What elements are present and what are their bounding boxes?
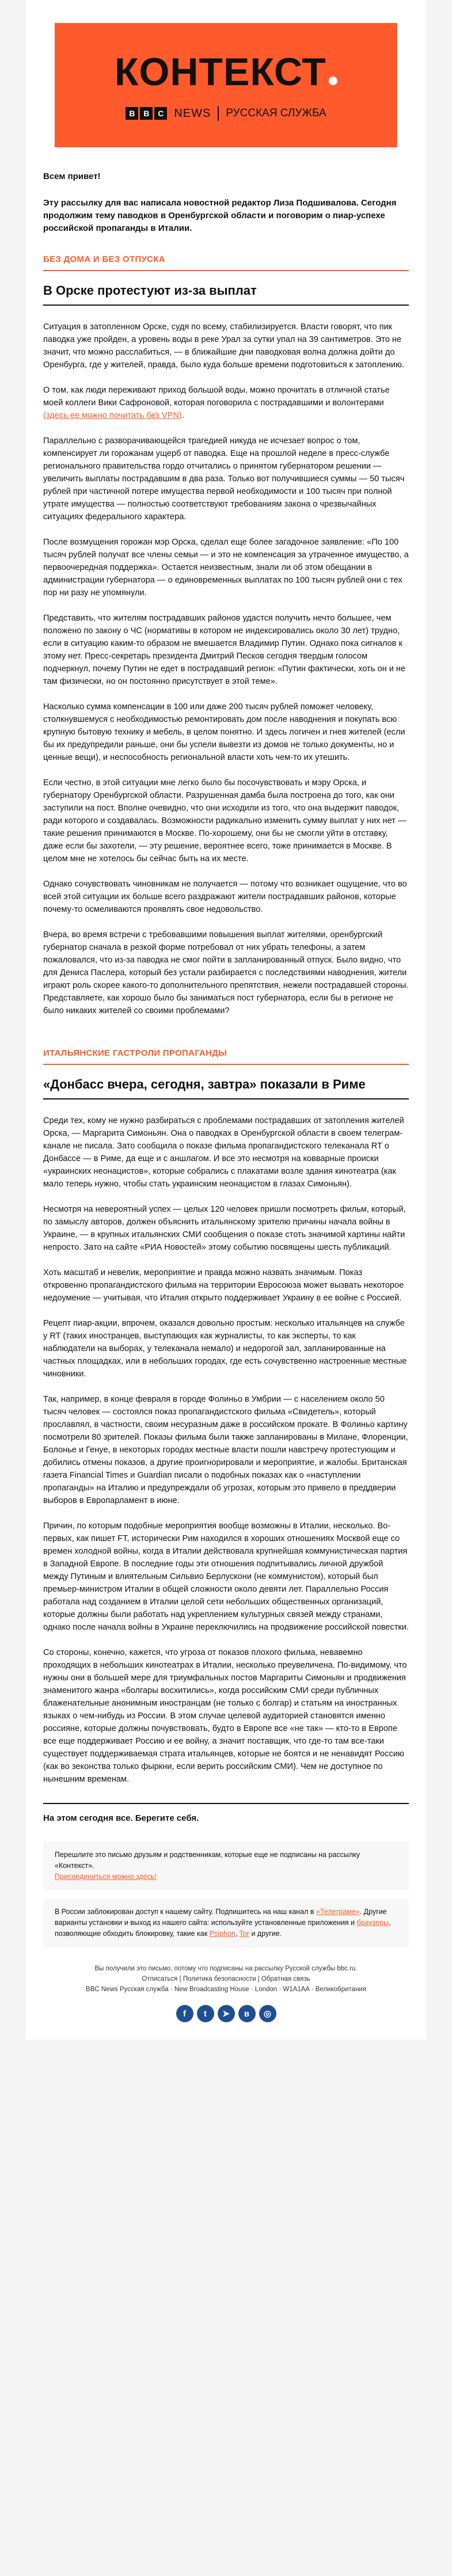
header [26,0,426,170]
service-label: РУССКАЯ СЛУЖБА [226,107,326,119]
intro [26,170,426,235]
intro-lead: Эту рассылку для вас написала новостной редактор Лиза Подшивалова. Сегодня продолжим тему паводков в Оренбургской области и поговорим о пиар-успехе российской пропаганды в Италии. [43,198,397,233]
telegram-icon[interactable]: ➤ [218,2005,235,2022]
psiphon-link[interactable]: Psiphon [209,1930,236,1938]
article-paragraph: Вчера, во время встречи с требовавшими повышения выплат жителями, оренбургский губернатор сначала в резкой форме потребовал от них убрать телефоны, а затем пожаловался, что из-за паводка не смог пойти в запланированный отпуск. Было видно, что для Дениса Паслера, который без устали разбирается с последствиями наводнения, жители играют роль скорее какого-то дополнительного препятствия, нежели пострадавшей стороны. Представляете, как хорошо было бы заниматься пост губернатора, если бы в регионе не было никаких жителей со своими проблемами? [43,930,409,1015]
section-header-2 [26,1048,426,1065]
footer-links[interactable]: Отписаться | Политика безопасности | Обратная связь [142,1976,310,1983]
forward-box [43,1841,409,1890]
section-label: БЕЗ ДОМА И БЕЗ ОТПУСКА [43,254,409,271]
section-header-1 [26,254,426,271]
article-paragraph: Насколько сумма компенсации в 100 или даже 200 тысяч рублей поможет человеку, столкнувшемуся с необходимостью ремонтировать дом после наводнения и покупать всю крупную бытовую технику и мебель, в целом понятно. И здесь логичен и гнев жителей (если бы их предупредили раньше, они бы успели вывезти из домов не только документы, но и ценные вещи), и неспособность региональной власти хоть чем-то их утешить. [43,702,405,762]
article-paragraph: Среди тех, кому не нужно разбираться с проблемами пострадавших от затопления жителей Орска, — Маргарита Симоньян. Она о паводках в Оренбургской области в своем телеграм-канале не писала. Зато сообщила о показе фильма пропагандистского телеканала RT о Донбассе — в Риме, да еще и с аншлагом. И все это несмотря на ковварные происки «украинских неонацистов», которые собрались с плакатами возле здания кинотеатра (как мало теперь нужно, чтобы стать украинским неонацистом в глазах Симоньян). [43,1116,404,1189]
facebook-icon[interactable]: f [176,2005,193,2022]
bbc-letter: C [154,107,167,120]
access-box [43,1898,409,1947]
article-paragraph: Ситуация в затопленном Орске, судя по всему, стабилизируется. Власти говорят, что пик паводка уже пройден, а уровень воды в реке Урал за сутки упал на 39 сантиметров. Это не значит, что можно расслабиться, — в ближайшие дни паводковая волна должна дойти до Оренбурга, где у жителей, правда, было куда больше времени подготовиться к затоплению. [43,322,404,370]
instagram-icon[interactable]: ◎ [259,2005,276,2022]
access-text-part: . Другие варианты установки и выход из нашего сайта: используйте установленные приложения и [55,1908,387,1927]
kontekst-logo[interactable] [55,23,397,147]
access-text [55,1907,397,1939]
article-paragraph: Со стороны, конечно, кажется, что угроза от показов плохого фильма, невавемно проходящих в небольших кинотеатрах в Италии, несколько преувеличена. По-видимому, что нужны они в большей мере для триумфальных постов Маргариты Симоньян и продвижения знаменитого жанра «болгары восхитились», когда российским СМИ среди публичных блаженательные анонимным иностранцам (не только с болгар) и статьям на иностранных языках о чем-нибудь из России. В этом случае целевой аудиторией становятся именно россияне, которые должны почувствовать, будто в Европе все «не так» — кто-то в Европе все еще поддерживает Россию и ее войну, а значит поставщик, что где-то там все-таки существует поддерживаемая страта итальянцев, которые не боятся и не ненавидят Россию (как во зеконства только фыркни, если верить российским СМИ). Чем не доступное по нынешним временам. [43,1648,407,1784]
email-body [26,0,426,2040]
article-paragraph: После возмущения горожан мэр Орска, сделал еще более загадочное заявление: «По 100 тысяч рублей получат все члены семьи — и это не компенсация за утраченное имущество, а первоочередная поддержка». Остается неизвестным, знали ли об этом обещании в администрации губернатора — о единовременных выплатах по 100 тысяч рублей они с тех пор ни разу не упомянули. [43,538,409,598]
tor-link[interactable]: Tor [239,1930,249,1938]
access-text-part: , [235,1930,240,1938]
logo-dot [329,77,337,85]
bbc-letter: B [126,107,138,120]
footer [26,1947,426,2003]
logo-text: КОНТЕКСТ [115,50,326,94]
footer-line: Вы получили это письмо, потому что подписаны на рассылку Русской службы bbc.ru. [94,1965,358,1972]
article-paragraph: Хоть масштаб и невелик, мероприятие и правда можно назвать значимым. Показ откровенно пропагандистского фильма на территории Евросоюза может вызвать некоторое недоумение — учитывая, что Италия открыто поддерживает Украину в ее войне с Россией. [43,1268,404,1303]
article-paragraph: Несмотря на невероятный успех — целых 120 человек пришли посмотреть фильм, который, по замыслу авторов, должен объяснить итальянскому зрителю причины начала войны в Украине, — в крупных итальянских СМИ сообщения о показе стоть значимой картины найти непросто. Зато на сайте «РИА Новостей» этому событию посвящены шесть публикаций. [43,1205,406,1252]
article-paragraph: Рецепт пиар-акции, впрочем, оказался довольно простым: несколько итальянцев на службе у RT (таких иностранцев, выступающих как журналисты, то как эксперты, то как наблюдатели на выборах, у телеканала немало) и недорогой зал, запланированные на частных площадках, или в небольших городах, где есть сочувственно настроенные местные чиновники. [43,1319,407,1379]
article-paragraph: Однако сочувствовать чиновникам не получается — потому что возникает ощущение, что во всей этой ситуации их больше всего раздражают жители пострадавших районов, которые почему-то осмеливаются проявлять свое недовольство. [43,880,407,914]
bbc-letter: B [140,107,153,120]
divider [218,106,219,121]
title-rule [43,1098,409,1099]
closing [26,1797,426,1833]
closing-rule [43,1803,409,1804]
logo-wordmark [115,50,337,94]
article-link[interactable]: (здесь ее можно почитать без VPN) [43,411,182,420]
bbc-logo [126,107,167,120]
section-label: ИТАЛЬЯНСКИЕ ГАСТРОЛИ ПРОПАГАНДЫ [43,1048,409,1065]
article-2 [26,1076,426,1797]
article-paragraph [43,384,409,422]
article-paragraph: Если честно, в этой ситуации мне легко было бы посочувствовать и мэру Орска, и губернатору Оренбургской области. Разрушенная дамба была построена до того, как они заступили на пост. Вполне очевидно, что они исходили из того, что она выдержит паводок, ради которого и создавалась. Возможности радикально изменить сумму выплат у них нет — такие решения принимаются в Москве. По-хорошему, они бы не смогли уйти в отставку, даже если бы захотели, — эту решение, вероятнее всего, тоже принимается в Москве. В целом мне не хотелось бы сейчас быть на их месте. [43,778,407,863]
browsers-link[interactable]: браузеры [356,1919,389,1927]
vk-icon[interactable]: в [238,2005,256,2022]
subscribe-link[interactable]: Присоединиться можно здесь! [55,1873,157,1881]
closing-text: На этом сегодня все. Берегите себя. [43,1813,199,1823]
news-label: NEWS [174,106,211,120]
bbc-russian-badge [126,106,326,121]
paragraph-text: . [181,411,184,420]
access-text-part: В России заблокирован доступ к нашему сайту. Подпишитесь на наш канал в [55,1908,317,1916]
access-text-part: , позволяющие обходить блокировку, такие как [55,1919,391,1938]
article-title: В Орске протестуют из-за выплат [43,283,257,298]
twitter-icon[interactable]: t [197,2005,214,2022]
article-paragraph: Так, например, в конце февраля в городе Фолиньо в Умбрии — с населением около 50 тысяч человек — состоялся показ пропагандистского фильма «Свидетель», который прославлял, в частности, своим несуразным даже в российском прокате. В Фолиньо картину посмотрели 80 зрителей. Показы фильма были также запланированы в Милане, Флоренции, Болонье и Генуе, в некоторых городах местные власти пошли навстречу протестующим и добились отмены показов, а другие проигнорировали и мероприятие, и жалобы. Британская газета Financial Times и Guardian писали о подобных показах как о «наступлении пропаганды» на Италию и предупреждали об угрозах, которым это привело в преддверии выборов в Европарламент в июне. [43,1395,408,1505]
footer-address: BBC News Русская служба · New Broadcasting House · London · W1A1AA · Великобритания [86,1986,366,1993]
telegram-link[interactable]: «Телеграме» [316,1908,360,1916]
article-title: «Донбасс вчера, сегодня, завтра» показали в Риме [43,1077,366,1091]
article-paragraph: Представить, что жителям пострадавших районов удастся получить нечто большее, чем положено по закону о ЧС (нормативы в котором не индексировались около 30 лет) трудно, если в ситуацию каким-то образом не вмешается Владимир Путин. Однако пока сигналов к этому нет. Пресс-секретарь президента Дмитрий Песков сегодня твердым голосом подчеркнул, почему Путин не едет в пострадавший регион: «Путин фактически, хоть он и не там физически, но он постоянно присутствует в этой теме». [43,614,406,686]
article-paragraph: Причин, по которым подобные мероприятия вообще возможны в Италии, несколько. Во-первых, как пишет FT, исторически Рим находился в хороших отношениях Москвой еще со времен холодной войны, когда в Италии действовала крупнейшая коммунистическая партия в Западной Европе. В последние годы эти отношения подпитывались личной дружбой между Путиным и влиятельным Сильвио Берлускони (не коммунистом), который был премьер-министром Италии в общей сложности около девяти лет. Параллельно Россия работала над созданием в Италии целой сети небольших общественных организаций, которые должны были работать над укреплением культурных связей между странами, однако после начала войны в Украине переключились на продвижение российской повестки. [43,1521,409,1632]
social-icons [26,2003,426,2040]
paragraph-text: О том, как люди переживают приход большой воды, можно прочитать в отличной статье моей коллеги Вики Сафроновой, которая поговорила с пострадавшими и волонтерами [43,386,390,408]
article-1 [26,283,426,1029]
greeting: Всем привет! [43,172,101,181]
forward-text: Перешлите это письмо друзьям и родственникам, которые еще не подписаны на рассылку «Контекст». [55,1851,360,1870]
title-rule [43,305,409,306]
article-paragraph: Параллельно с разворачивающейся трагедией никуда не исчезает вопрос о том, компенсирует ли горожанам ущерб от паводка. Еще на прошлой неделе в пресс-службе регионального правительства гордо отчитались о принятом губернатором решении — увеличить выплаты пострадавшим в два раза. Только вот получившиеся суммы — 50 тысяч рублей при частичной потере имущества первой необходимости и 100 тысяч при полной утрате имущества — полностью соответствуют требованиям закона о чрезвычайных ситуациях федерального характера. [43,436,405,522]
access-text-part: и другие. [249,1930,282,1938]
